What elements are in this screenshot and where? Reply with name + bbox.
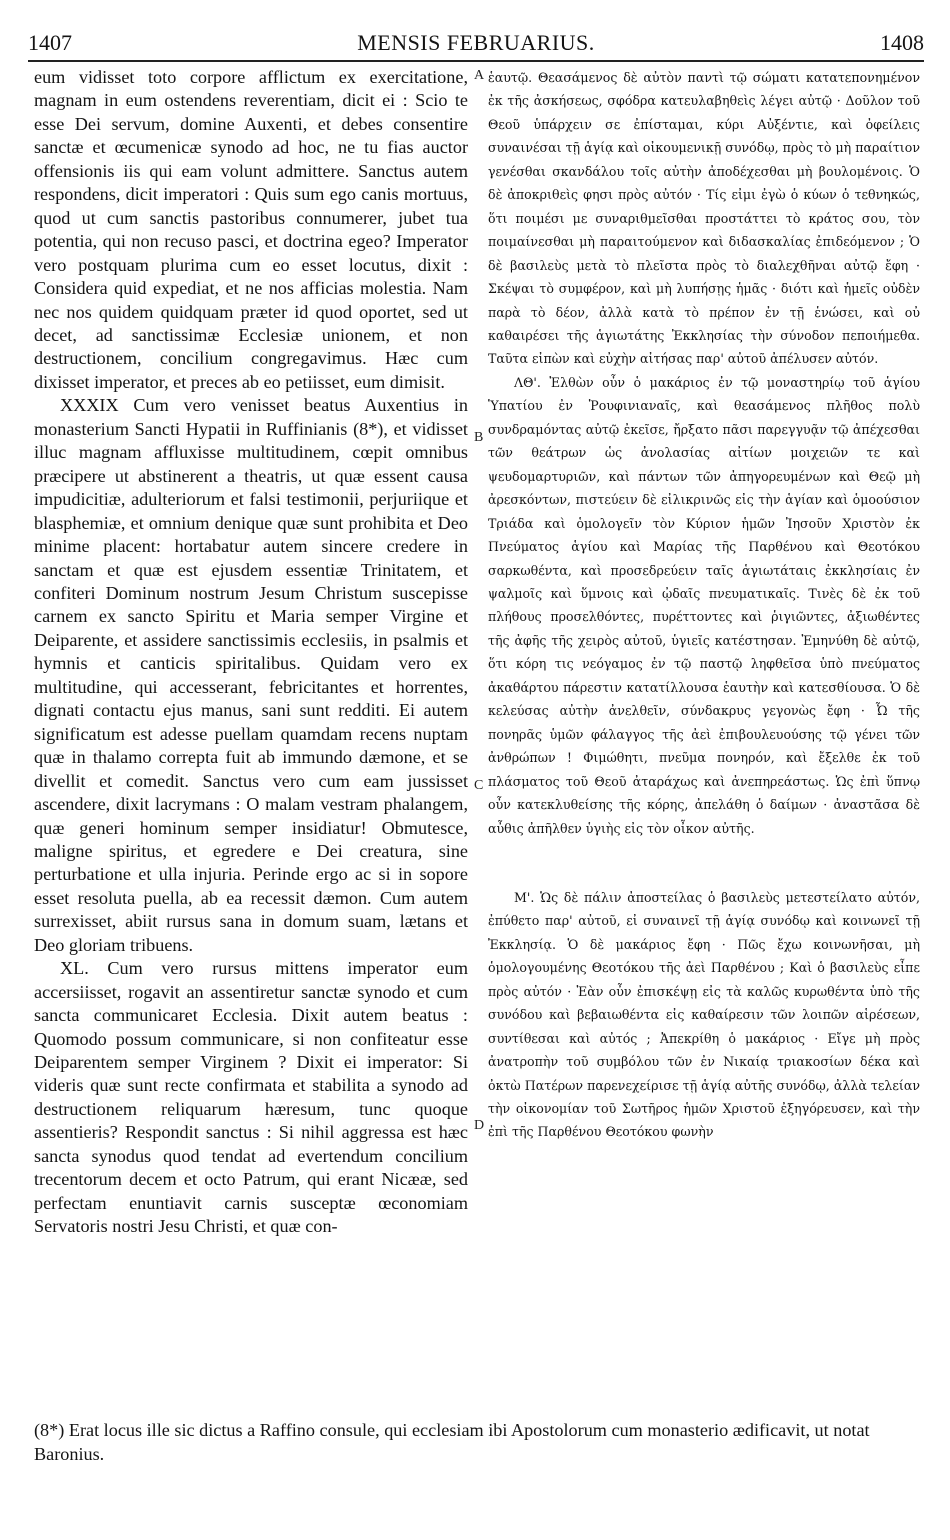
margin-marker-b: B xyxy=(474,430,484,445)
right-page-number: 1408 xyxy=(880,30,924,55)
greek-paragraph-39: ΛΘ'. Ἐλθὼν οὖν ὁ μακάριος ἐν τῷ μοναστηρίῳ τοῦ ἁγίου Ὑπατίου ἐν Ῥουφινιαναῖς, καὶ θεασάμενος πλῆθος πολὺ συνδραμόντας αὐτῷ ἐκεῖσε, ἤρξατο πᾶσι παρεγγυᾷν τῷ ἀπέχεσθαι τῶν θεάτρων ὡς ἀνολασίας αἰτίων μοιχειῶν τε καὶ ψευδομαρτυριῶν, καὶ πάντων τῶν ἀπηγορευμένων καὶ Θεῷ μὴ ἀρεσκόντων, πιστεύειν δὲ εἰλικρινῶς εἰς τὴν ἁγίαν καὶ ὁμοούσιον Τριάδα καὶ ὁμολογεῖν τὸν Κύριον ἡμῶν Ἰησοῦν Χριστὸν ἐκ Πνεύματος ἁγίου καὶ Μαρίας τῆς Παρθένου καὶ Θεοτόκου σαρκωθέντα, καὶ προσεδρεύειν ταῖς ἁγιωτάταις ἐκκλησίαις ἐν ψαλμοῖς καὶ ὕμνοις καὶ ᾠδαῖς πνευματικαῖς. Τινὲς δὲ ἐκ τοῦ πλήθους προσελθόντες, πυρέττοντες καὶ ῥιγιῶντες, ἀξιωθέντες τῆς ἀφῆς τῆς χειρὸς αὐτοῦ, ὑγιεῖς κατέστησαν. Ἐμηνύθη δὲ αὐτῷ, ὅτι κόρη τις νεόγαμος ἐν τῷ παστῷ ληφθεῖσα ὑπὸ πνεύματος ἀκαθάρτου πάρεστιν κατατίλλουσα ἑαυτὴν καὶ κατεσθίουσα. Ὁ δὲ κελεύσας αὐτὴν ἀνελθεῖν, σύνδακρυς γεγονὼς ἔφη · Ὦ τῆς πονηρᾶς ὑμῶν φάλαγγος τῆς ἀεὶ ἐπιβουλευούσης τῷ γένει τῶν ἀνθρώπων ! Φιμώθητι, πνεῦμα πονηρόν, καὶ ἔξελθε ἐκ τοῦ πλάσματος τοῦ Θεοῦ ἀταράχως καὶ ἀνεπηρεάστως. Ὡς ἐπὶ ὕπνῳ οὖν κατεκλυθείσης τῆς κόρης, ἀπελάθη ὁ δαίμων · ἀναστᾶσα δὲ αὖθις ἀπῆλθεν ὑγιὴς εἰς τὸν οἶκον αὐτῆς. xyxy=(488,374,920,836)
column-gap xyxy=(488,840,920,886)
latin-column xyxy=(34,66,468,1388)
greek-column xyxy=(488,66,920,1388)
header-rule xyxy=(28,60,924,62)
footnote-rule xyxy=(34,1392,454,1393)
running-title: MENSIS FEBRUARIUS. xyxy=(357,30,595,55)
margin-marker-c: C xyxy=(474,778,484,793)
latin-paragraph-1: eum vidisset toto corpore afflictum ex exercitatione, magnam in eum ostendens reverentiam, dicit ei : Scio te esse Dei servum, domine Auxenti, et debes consentire sanctæ et œcumenicæ synodo ad hoc, ne tu fias auctor offensionis iis qui eam volunt admittere. Sanctus autem respondens, dicit imperatori : Quis sum ego canis mortuus, quod ut cum sanctis pastoribus connumerer, jubet tua potentia, qui non recuso pasci, et doctrina egeo? Imperator vero postquam plurima cum eo esset locutus, dixit : Considera quid expediat, et ne nos afficias molestia. Nam nec nos quidem quidquam præter id quod oportet, sed ut decet, ad sanctissimæ Ecclesiæ unionem, et non destructionem, concilium congregavimus. Hæc cum dixisset imperator, et preces ab eo petiisset, eum dimisit. xyxy=(34,67,468,392)
footnote: (8*) Erat locus ille sic dictus a Raffino consule, qui ecclesiam ibi Apostolorum cum monasterio ædificavit, ut notat Baronius. xyxy=(34,1420,870,1465)
running-header xyxy=(28,30,924,60)
margin-marker-a: A xyxy=(474,68,485,83)
left-page-number: 1407 xyxy=(28,30,72,55)
margin-marker-d: D xyxy=(474,1118,485,1133)
greek-paragraph-1: ἑαυτῷ. Θεασάμενος δὲ αὐτὸν παντὶ τῷ σώματι κατατεπονημένον ἐκ τῆς ἀσκήσεως, σφόδρα κατευλαβηθεὶς λέγει αὐτῷ · Δοῦλον τοῦ Θεοῦ ὑπάρχειν σε ἐπίσταμαι, κύρι Αὐξέντιε, καὶ ὀφείλεις συναινέσαι τῇ ἁγίᾳ καὶ οἰκουμενικῇ συνόδῳ, πρὸς τὸ μὴ παραίτιον γενέσθαι σκανδάλου τοῖς αὐτὴν ἀποδέχεσθαι μὴ βουλομένοις. Ὁ δὲ ἀποκριθεὶς φησι πρὸς αὐτόν · Τίς εἰμι ἐγὼ ὁ κύων ὁ τεθνηκώς, ὅτι ποιμέσι με συναριθμεῖσθαι προστάττει τὸ κράτος σου, τὸν ποιμαίνεσθαι μὴ παραιτούμενον καὶ διδασκαλίας ἐπιδεόμενον ; Ὁ δὲ βασιλεὺς μετὰ τὸ πλεῖστα πρὸς τὸ διαλεχθῆναι αὐτῷ ἔφη · Σκέψαι τὸ συμφέρον, καὶ μὴ λυπήσῃς ἡμᾶς · διότι καὶ ἡμεῖς οὐδὲν παρὰ τὸ δέον, ἀλλὰ κατὰ τὸ πρέπον ἐν τῇ ἑνώσει, καὶ οὐ καθαιρέσει τῆς ἁγιωτάτης Ἐκκλησίας τὴν σύνοδον πεποιήμεθα. Ταῦτα εἰπὼν καὶ εὐχὴν αἰτήσας παρ' αὐτοῦ ἀπέλυσεν αὐτόν. xyxy=(488,70,920,367)
latin-paragraph-39: XXXIX Cum vero venisset beatus Auxentius in monasterium Sancti Hypatii in Ruffinianis (8*), et vidisset illuc magnam affluxisse multitudinem, cœpit omnibus præcipere ut abstinerent a theatris, ut quæ essent causa impudicitiæ, adulteriorum et falsi testimonii, perjuriique et blasphemiæ, et omnium denique quæ sunt prohibita et Deo minime placent: hortabatur autem sincere credere in sanctam et quæ est ejusdem essentiæ Trinitatem, et confiteri Dominum nostrum Jesum Christum suscepisse carnem ex sancto Spiritu et Maria semper Virgine et Deiparente, et assidere sanctissimis ecclesiis, in psalmis et hymnis et canticis spiritalibus. Quidam vero ex multitudine, qui accesserant, febricitantes et horrentes, dignati contactu ejus manus, sani sunt redditi. Ei autem significatum est adesse puellam quamdam recens nuptam quæ in thalamo correpta fuit ab immundo dæmone, et se divellit et comedit. Sanctus vero cum eam jussisset ascendere, dixit lacrymans : O malam vestram phalangem, quæ generi hominum semper insidiatur! Obmutesce, maligne spiritus, et egredere e Dei creatura, sine perturbatione et ulla injuria. Perinde ergo ac si in sopore esset resoluta puella, ab ea recessit dæmon. Cum autem surrexisset, abiit rursus sana in domum suam, lætans et Deo gloriam tribuens. xyxy=(34,395,468,955)
latin-paragraph-40: XL. Cum vero rursus mittens imperator eum accersiisset, rogavit an assentiretur sanctæ synodo et cum sancta communicaret Ecclesia. Dixit autem beatus : Quomodo possum communicare, si non confiteatur esse Deiparentem semper Virginem ? Dixit ei imperator: Si videris quæ sunt recte confirmata et stabilita a synodo ad destructionem reliquarum hæresum, tunc quoque assentieris? Respondit sanctus : Si nihil aggressa est hæc sancta synodus quod tendat ad evertendum concilium trecentorum decem et octo Patrum, qui erant Nicææ, sed perfectam enuntiavit carnis susceptæ œconomiam Servatoris nostri Jesu Christi, et quæ con- xyxy=(34,958,468,1237)
greek-paragraph-40: Μ'. Ὡς δὲ πάλιν ἀποστείλας ὁ βασιλεὺς μετεστείλατο αὐτόν, ἐπύθετο παρ' αὐτοῦ, εἰ συναινεῖ τῇ ἁγίᾳ συνόδῳ καὶ κοινωνεῖ τῇ Ἐκκλησίᾳ. Ὁ δὲ μακάριος ἔφη · Πῶς ἔχω κοινωνῆσαι, μὴ ὁμολογουμένης Θεοτόκου τῆς ἀεὶ Παρθένου ; Καὶ ὁ βασιλεὺς εἶπε πρὸς αὐτόν · Ἐὰν οὖν ἐπισκέψῃ εἰς τὰ καλῶς κυρωθέντα ὑπὸ τῆς συνόδου καὶ βεβαιωθέντα εἰς καθαίρεσιν τῶν λοιπῶν αἱρέσεων, συντίθεσαι καὶ αὐτός ; Ἀπεκρίθη ὁ μακάριος · Εἴγε μὴ πρὸς ἀνατροπὴν τοῦ συμβόλου τῶν ἐν Νικαίᾳ τριακοσίων δέκα καὶ ὀκτὼ Πατέρων παρενεχείρισε τῇ ἁγίᾳ αὐτῆς συνόδῳ, ἀλλὰ τελείαν τὴν οἰκονομίαν τοῦ Σωτῆρος ἡμῶν Χριστοῦ ἐξηγόρευσεν, καὶ τὴν ἐπὶ τῆς Παρθένου Θεοτόκου φωνὴν xyxy=(488,889,920,1140)
